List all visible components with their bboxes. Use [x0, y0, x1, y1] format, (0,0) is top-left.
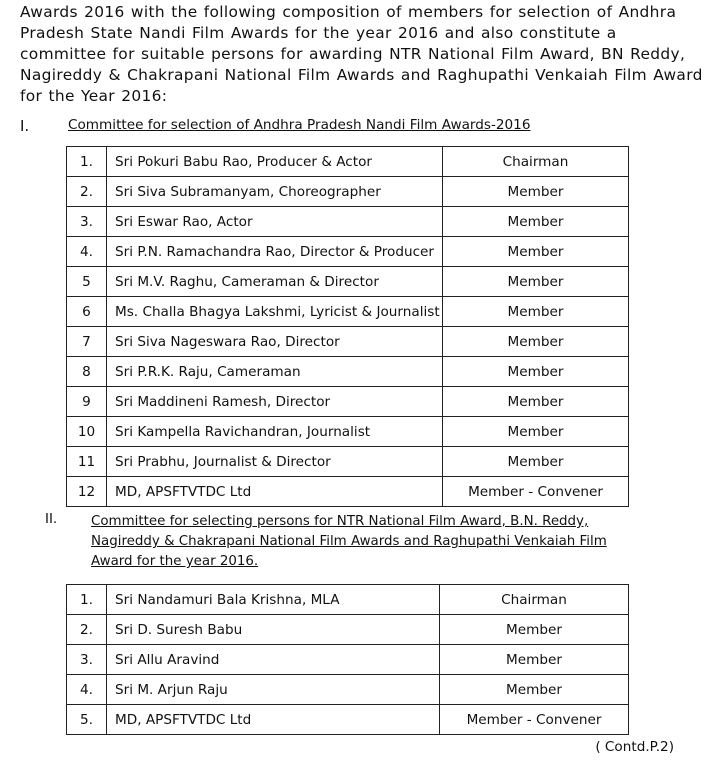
table-row: [67, 387, 629, 417]
member-name: Sri Siva Nageswara Rao, Director: [107, 327, 443, 357]
member-name: Sri Eswar Rao, Actor: [107, 207, 443, 237]
member-name: Sri Kampella Ravichandran, Journalist: [107, 417, 443, 447]
member-name: Ms. Challa Bhagya Lakshmi, Lyricist & Journalist: [107, 297, 443, 327]
table-row: [67, 675, 629, 705]
row-number: 7: [67, 327, 107, 357]
row-number: 1.: [67, 147, 107, 177]
committee-table-2: [66, 584, 629, 735]
table-row: [67, 357, 629, 387]
table-row: [67, 447, 629, 477]
row-number: 5.: [67, 705, 107, 735]
row-number: 6: [67, 297, 107, 327]
member-role: Chairman: [440, 585, 629, 615]
member-name: Sri Nandamuri Bala Krishna, MLA: [107, 585, 440, 615]
table-row: [67, 417, 629, 447]
committee-table-1: [66, 146, 629, 507]
row-number: 4.: [67, 237, 107, 267]
row-number: 9: [67, 387, 107, 417]
table-row: [67, 207, 629, 237]
table-row: [67, 477, 629, 507]
member-role: Member: [443, 387, 629, 417]
member-role: Member: [443, 417, 629, 447]
member-name: Sri P.N. Ramachandra Rao, Director & Producer: [107, 237, 443, 267]
member-role: Member: [443, 267, 629, 297]
table-row: [67, 645, 629, 675]
table-row: [67, 297, 629, 327]
table-row: [67, 327, 629, 357]
member-role: Member: [440, 645, 629, 675]
row-number: 2.: [67, 615, 107, 645]
member-name: MD, APSFTVTDC Ltd: [107, 705, 440, 735]
section-2-number: II.: [45, 512, 58, 527]
continuation-note: ( Contd.P.2): [595, 739, 674, 755]
table-row: [67, 237, 629, 267]
member-name: Sri D. Suresh Babu: [107, 615, 440, 645]
table-row: [67, 585, 629, 615]
member-name: Sri M. Arjun Raju: [107, 675, 440, 705]
row-number: 5: [67, 267, 107, 297]
member-name: Sri M.V. Raghu, Cameraman & Director: [107, 267, 443, 297]
member-name: Sri P.R.K. Raju, Cameraman: [107, 357, 443, 387]
member-role: Member: [443, 447, 629, 477]
table-row: [67, 615, 629, 645]
member-role: Member: [440, 615, 629, 645]
member-role: Member - Convener: [443, 477, 629, 507]
member-name: MD, APSFTVTDC Ltd: [107, 477, 443, 507]
row-number: 12: [67, 477, 107, 507]
member-role: Chairman: [443, 147, 629, 177]
member-name: Sri Maddineni Ramesh, Director: [107, 387, 443, 417]
row-number: 2.: [67, 177, 107, 207]
row-number: 4.: [67, 675, 107, 705]
row-number: 3.: [67, 207, 107, 237]
section-1-number: I.: [20, 117, 30, 135]
row-number: 3.: [67, 645, 107, 675]
row-number: 8: [67, 357, 107, 387]
section-2-title: Committee for selecting persons for NTR National Film Award, B.N. Reddy, Nagireddy & Chakrapani National Film Awards and Raghupathi Venkaiah Film Award for the year 2016.: [91, 514, 607, 569]
member-role: Member: [443, 177, 629, 207]
table-row: [67, 147, 629, 177]
table-row: [67, 177, 629, 207]
member-role: Member: [443, 207, 629, 237]
member-role: Member: [443, 237, 629, 267]
member-role: Member - Convener: [440, 705, 629, 735]
table-row: [67, 705, 629, 735]
intro-paragraph: Awards 2016 with the following composition of members for selection of Andhra Pradesh State Nandi Film Awards for the year 2016 and also constitute a committee for suitable persons for awarding NTR National Film Award, BN Reddy, Nagireddy & Chakrapani National Film Awards and Raghupathi Venkaiah Film Award for the Year 2016:: [20, 3, 703, 105]
member-name: Sri Allu Aravind: [107, 645, 440, 675]
row-number: 1.: [67, 585, 107, 615]
row-number: 10: [67, 417, 107, 447]
member-role: Member: [440, 675, 629, 705]
table-row: [67, 267, 629, 297]
row-number: 11: [67, 447, 107, 477]
member-role: Member: [443, 357, 629, 387]
member-name: Sri Prabhu, Journalist & Director: [107, 447, 443, 477]
section-1-title: Committee for selection of Andhra Pradesh Nandi Film Awards-2016: [68, 117, 531, 133]
member-role: Member: [443, 297, 629, 327]
member-name: Sri Siva Subramanyam, Choreographer: [107, 177, 443, 207]
member-name: Sri Pokuri Babu Rao, Producer & Actor: [107, 147, 443, 177]
member-role: Member: [443, 327, 629, 357]
